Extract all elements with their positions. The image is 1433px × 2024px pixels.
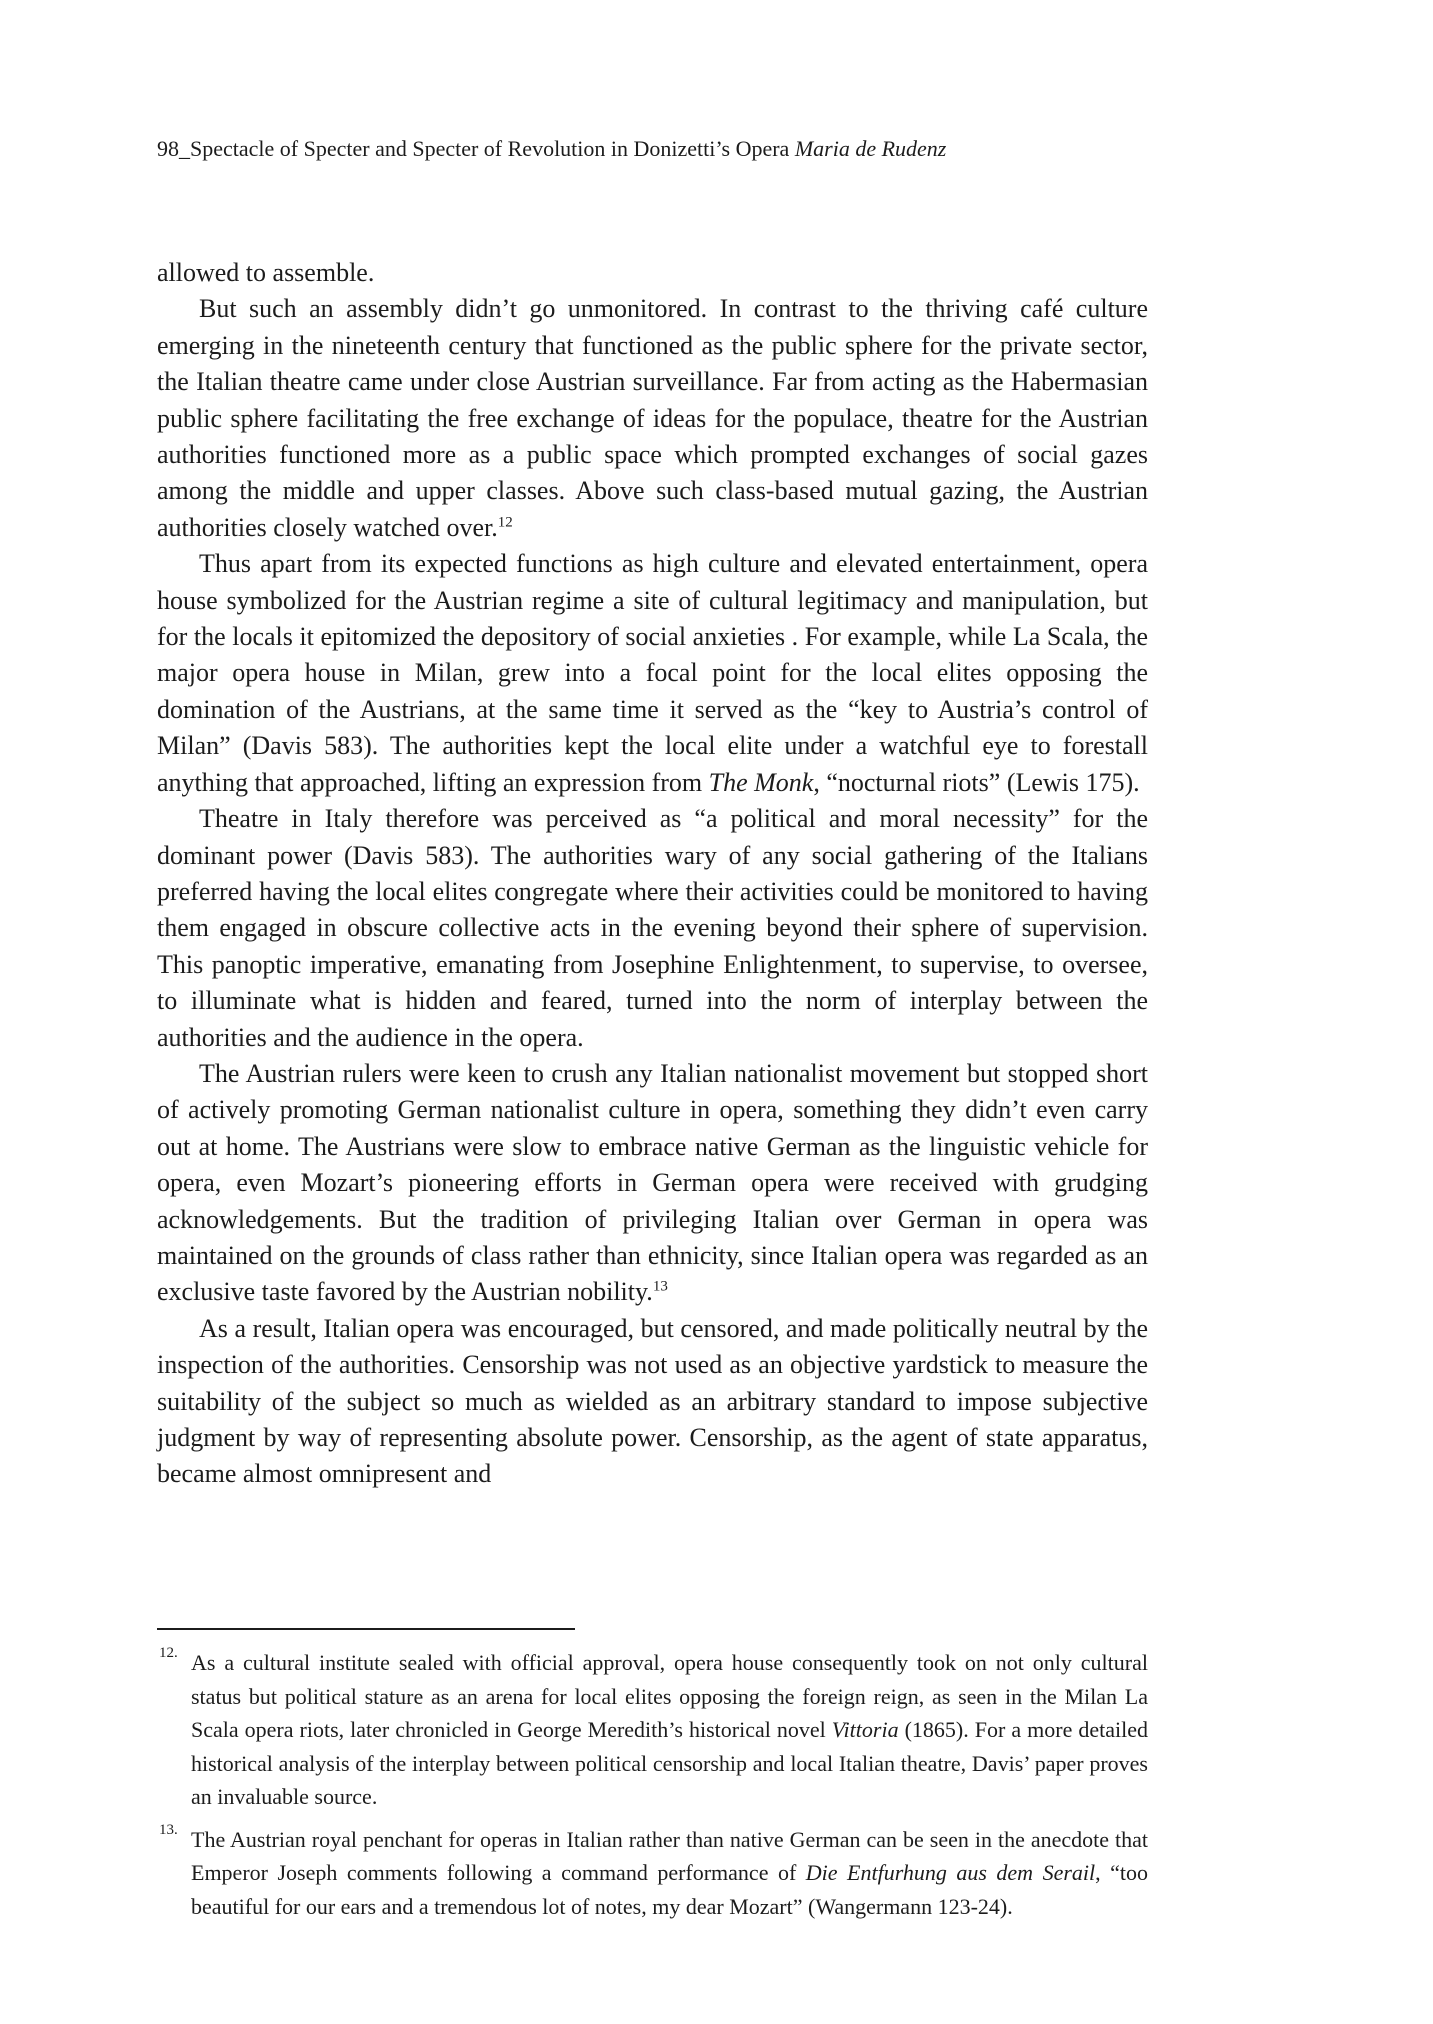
body-text xyxy=(157,255,1148,1493)
paragraph-3-text: Theatre in Italy therefore was perceived as “a political and moral necessity” for the dominant power (Davis 583). The authorities wary of any social gathering of the Italians preferred having the local elites congregate where their activities could be monitored to having them engaged in obscure collective acts in the evening beyond their sphere of supervision. This panoptic imperative, emanating from Josephine Enlightenment, to supervise, to oversee, to illuminate what is hidden and feared, turned into the norm of interplay between the authorities and the audience in the opera. xyxy=(157,804,1148,1052)
paragraph-2 xyxy=(157,546,1148,801)
paragraph-3 xyxy=(157,801,1148,1056)
paragraph-2-text-a: Thus apart from its expected functions as high culture and elevated entertainment, opera house symbolized for the Austrian regime a site of cultural legitimacy and manipulation, but for the locals it epitomized the depository of social anxieties . For example, while La Scala, the major opera house in Milan, grew into a focal point for the local elites opposing the domination of the Austrians, at the same time it served as the “key to Austria’s control of Milan” (Davis 583). The authorities kept the local elite under a watchful eye to forestall anything that approached, lifting an expression from xyxy=(157,549,1148,797)
paragraph-2-text-b: , “nocturnal riots” (Lewis 175). xyxy=(813,767,1140,797)
running-head xyxy=(157,134,1307,164)
paragraph-5-text: As a result, Italian opera was encouraged, but censored, and made politically neutral by the inspection of the authorities. Censorship was not used as an objective yardstick to measure the suitability of the subject so much as wielded as an arbitrary standard to impose subjective judgment by way of representing absolute power. Censorship, as the agent of state apparatus, became almost omnipresent and xyxy=(157,1313,1148,1489)
paragraph-0-text: allowed to assemble. xyxy=(157,258,375,287)
footnote-divider xyxy=(157,1628,575,1630)
footnote-12 xyxy=(157,1646,1148,1814)
footnote-12-text-b: (1865). For a more detailed historical analysis of the interplay between political censorship and local Italian theatre, Davis’ paper proves an invaluable source. xyxy=(191,1717,1148,1809)
footnote-12-text-a: As a cultural institute sealed with official approval, opera house consequently took on not only cultural status but political stature as an arena for local elites opposing the foreign reign, as seen in the Milan La Scala opera riots, later chronicled in George Meredith’s historical novel xyxy=(191,1650,1148,1742)
footnote-13 xyxy=(157,1823,1148,1924)
running-head-title-italic: Maria de Rudenz xyxy=(794,136,947,161)
footnotes xyxy=(157,1646,1148,1932)
paragraph-4 xyxy=(157,1056,1148,1311)
paragraph-2-italic: The Monk xyxy=(708,767,814,797)
footnote-ref-13: 13 xyxy=(652,1278,668,1295)
paragraph-5 xyxy=(157,1311,1148,1493)
footnote-ref-12: 12 xyxy=(497,514,513,531)
paragraph-4-text: The Austrian rulers were keen to crush any Italian nationalist movement but stopped short of actively promoting German nationalist culture in opera, something they didn’t even carry out at home. The Austrians were slow to embrace native German as the linguistic vehicle for opera, even Mozart’s pioneering efforts in German opera were received with grudging acknowledgements. But the tradition of privileging Italian over German in opera was maintained on the grounds of class rather than ethnicity, since Italian opera was regarded as an exclusive taste favored by the Austrian nobility. xyxy=(157,1058,1148,1307)
paragraph-1-text: But such an assembly didn’t go unmonitored. In contrast to the thriving café culture emerging in the nineteenth century that functioned as the public sphere for the private sector, the Italian theatre came under close Austrian surveillance. Far from acting as the Habermasian public sphere facilitating the free exchange of ideas for the populace, theatre for the Austrian authorities functioned more as a public space which prompted exchanges of social gazes among the middle and upper classes. Above such class-based mutual gazing, the Austrian authorities closely watched over. xyxy=(157,294,1148,542)
footnote-13-mark: 13. xyxy=(159,1821,178,1838)
paragraph-0 xyxy=(157,255,1148,291)
footnote-13-text-b: , “too beautiful for our ears and a tremendous lot of notes, my dear Mozart” (Wangermann 123-24). xyxy=(191,1860,1148,1919)
page-number: 98 xyxy=(157,136,179,161)
footnote-13-text-a: The Austrian royal penchant for operas in Italian rather than native German can be seen in the anecdote that Emperor Joseph comments following a command performance of xyxy=(191,1826,1148,1885)
footnote-12-italic: Vittoria xyxy=(831,1717,899,1742)
paragraph-1 xyxy=(157,291,1148,546)
footnote-13-italic: Die Entfurhung aus dem Serail xyxy=(805,1860,1096,1885)
footnote-12-mark: 12. xyxy=(159,1645,178,1661)
running-head-separator: _ xyxy=(179,136,190,161)
running-head-title: Spectacle of Specter and Specter of Revolution in Donizetti’s Opera xyxy=(190,136,795,161)
